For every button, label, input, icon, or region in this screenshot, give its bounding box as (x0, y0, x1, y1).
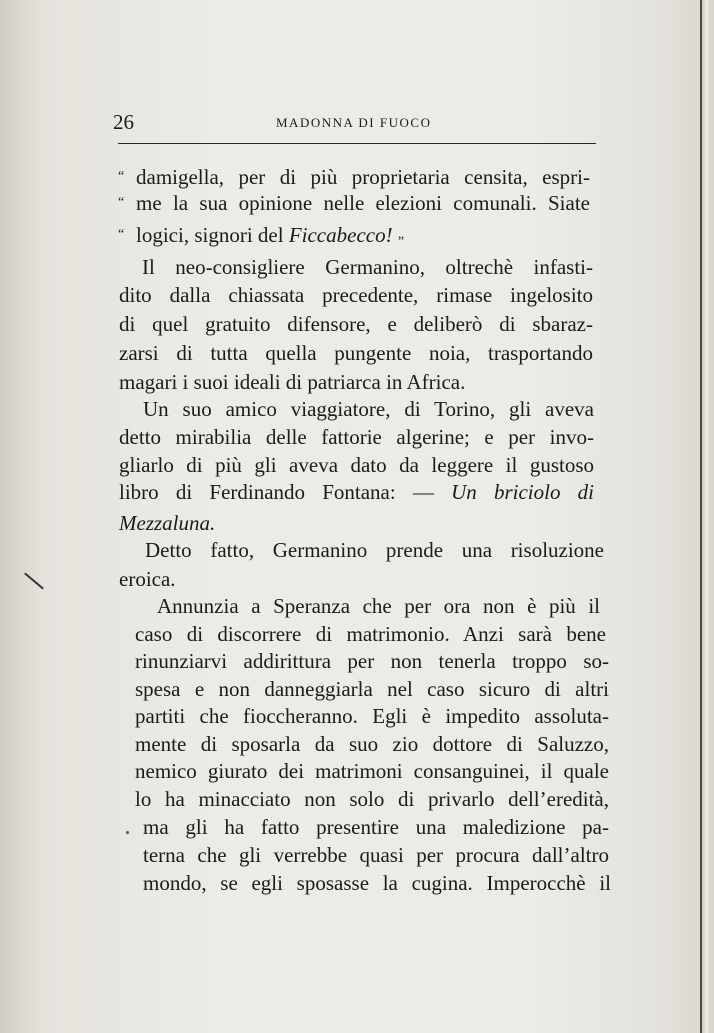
text-line: libro di Ferdinando Fontana: — Un briciolo di (119, 480, 595, 504)
text-line: spesa e non danneggiarla nel caso sicuro di altri (135, 677, 609, 701)
margin-dot (126, 831, 129, 834)
page-edge-shadow (702, 0, 708, 1033)
text-line: caso di discorrere di matrimonio. Anzi sarà bene (135, 622, 606, 646)
text-line: Detto fatto, Germanino prende una risoluzione (145, 538, 604, 562)
quote-mark: “ (118, 169, 125, 184)
quote-mark: “ (118, 195, 125, 210)
text-line: lo ha minacciato non solo di privarlo dell’eredità, (135, 787, 609, 811)
text-line: mondo, se egli sposasse la cugina. Imperocchè il (143, 871, 611, 895)
text-line: “ me la sua opinione nelle elezioni comunali. Siate (118, 191, 590, 215)
running-header (113, 110, 603, 140)
quote-mark: „ (397, 227, 405, 242)
running-title: MADONNA DI FUOCO (276, 115, 432, 130)
page-edge (700, 0, 702, 1033)
text-line: partiti che fioccheranno. Egli è impedito assoluta- (135, 704, 609, 728)
text-line: gliarlo di più gli aveva dato da leggere il gustoso (119, 453, 594, 477)
text-line: Un suo amico viaggiatore, di Torino, gli aveva (143, 397, 594, 421)
margin-pencil-mark (24, 573, 44, 590)
text-line: rinunziarvi addirittura per non tenerla troppo so- (135, 649, 609, 673)
text-line: eroica. (119, 567, 176, 591)
text-line: magari i suoi ideali di patriarca in Africa. (119, 370, 466, 394)
text-line (119, 510, 215, 536)
text-line: detto mirabilia delle fattorie algerine; e per invo- (119, 425, 594, 449)
italic-title: Un briciolo di (451, 480, 595, 504)
text-line: nemico giurato dei matrimoni consanguinei, il quale (135, 759, 609, 783)
text-line: Annunzia a Speranza che per ora non è più il (157, 594, 600, 618)
italic-title: Mezzaluna. (119, 511, 216, 535)
text-line: ma gli ha fatto presentire una maledizione pa- (143, 815, 609, 839)
text-line: terna che gli verrebbe quasi per procura dall’altro (143, 843, 609, 867)
text-line: zarsi di tutta quella pungente noia, trasportando (119, 341, 593, 365)
text-line: mente di sposarla da suo zio dottore di Saluzzo, (135, 732, 609, 756)
text-line: Il neo-consigliere Germanino, oltrechè infasti- (142, 255, 593, 279)
text-line: “ damigella, per di più proprietaria censita, espri- (118, 165, 590, 189)
page-number: 26 (113, 110, 134, 134)
quote-mark: “ (118, 227, 125, 242)
text-line: di quel gratuito difensore, e deliberò di sbaraz- (119, 312, 593, 336)
text-line: dito dalla chiassata precedente, rimase ingelosito (119, 283, 593, 307)
italic-title: Ficcabecco! (288, 223, 393, 247)
header-rule (118, 143, 596, 144)
text-line: “ logici, signori del Ficcabecco! „ (118, 222, 416, 248)
